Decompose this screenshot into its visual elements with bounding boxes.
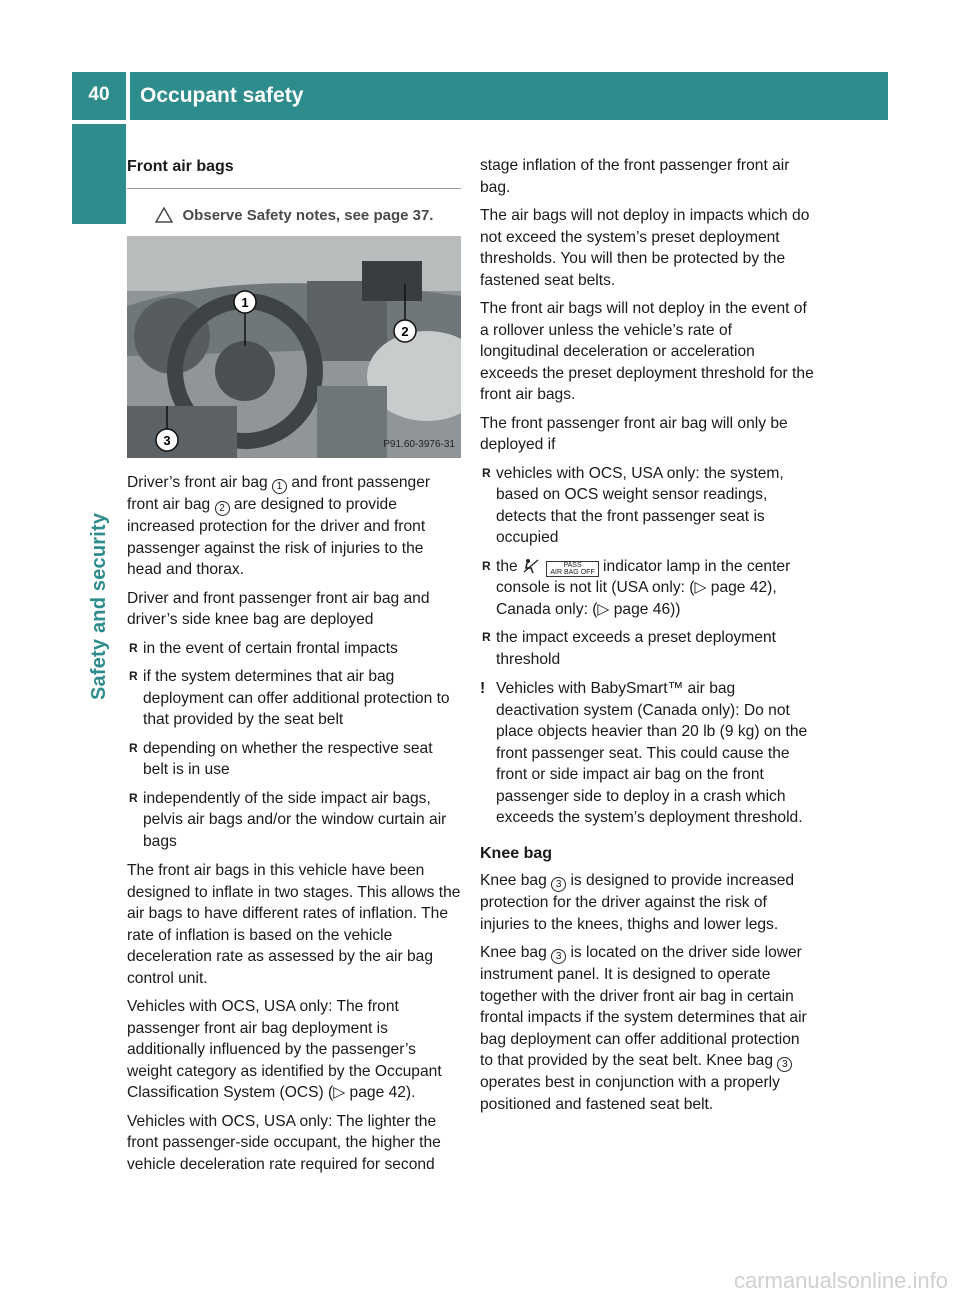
page-number: 40	[88, 84, 110, 105]
figure-code: P91.60-3976-31	[383, 438, 455, 450]
list-item: R independently of the side impact air bags, pelvis air bags and/or the window curtain air bags	[127, 788, 461, 853]
dashboard-figure	[127, 236, 461, 458]
list-item: R the PASS AIR BAG OFF indicator lamp in the center console is not lit (USA only: (▷ page 42), Canada only: (▷ page 46))	[480, 556, 814, 621]
callout-3-label: 3	[163, 433, 171, 448]
list-item: R vehicles with OCS, USA only: the system, based on OCS weight sensor readings, detects that the front passenger seat is occupied	[480, 463, 814, 549]
callout-ref-1: 1	[272, 479, 287, 494]
paragraph-ocs-lighter: Vehicles with OCS, USA only: The lighter the front passenger-side occupant, the higher the vehicle deceleration rate required for second	[127, 1112, 441, 1173]
callout-1-label: 1	[241, 295, 249, 310]
left-column	[127, 150, 461, 1182]
paragraph-knee-bag-2: Knee bag 3 is located on the driver side lower instrument panel. It is designed to operate together with the driver front air bag in certain frontal impacts if the system determines that air bag deployment can offer additional protection to that provided by the seat belt. Knee bag 3 operates best in conjunction with a properly positioned and fastened seat belt.	[480, 944, 807, 1113]
deployment-conditions-list	[127, 638, 461, 853]
pass-airbag-off-lamp: PASS AIR BAG OFF	[546, 561, 598, 577]
caution-mark-icon: !	[480, 680, 486, 697]
callout-ref-3: 3	[551, 877, 566, 892]
paragraph-second-stage: stage inflation of the front passenger front air bag.	[480, 157, 790, 196]
paragraph-thresholds: The air bags will not deploy in impacts which do not exceed the system’s preset deployment thresholds. You will then be protected by the fastened seat belts.	[480, 207, 810, 289]
caution-text: Vehicles with BabySmart™ air bag deactivation system (Canada only): Do not place objects heavier than 20 lb (9 kg) on the front passenger seat. This could cause the front or side impact air bag on the front passenger side to deploy in a crash which exceeds the system’s deployment threshold.	[496, 680, 808, 826]
section-label	[84, 470, 114, 770]
paragraph-ocs: Vehicles with OCS, USA only: The front passenger front air bag deployment is additionally influenced by the passenger’s weight category as identified by the Occupant Classification System (OCS) (▷ page 42).	[127, 998, 442, 1101]
callout-2-label: 2	[401, 324, 409, 339]
dashboard-illustration	[127, 236, 461, 458]
heading-rule	[127, 188, 461, 189]
warning-triangle-icon	[155, 207, 173, 223]
paragraph-passenger-deployed-if: The front passenger front air bag will only be deployed if	[480, 414, 788, 453]
callout-ref-2: 2	[215, 501, 230, 516]
callout-ref-3: 3	[551, 949, 566, 964]
section-tab-block	[72, 124, 126, 224]
caution-note	[480, 678, 814, 829]
paragraph-knee-bag-1: Knee bag 3 is designed to provide increased protection for the driver against the risk of injuries to the knees, thighs and lower legs.	[480, 872, 795, 933]
section-label-text: Safety and security	[88, 512, 110, 700]
page-title: Occupant safety	[140, 84, 304, 107]
paragraph-driver-front-air-bag: Driver’s front air bag 1 and front passenger front air bag 2 are designed to provide increased protection for the driver and front passenger against the risk of injuries to the head and thorax.	[127, 474, 431, 578]
right-column	[480, 155, 814, 1122]
list-item: R depending on whether the respective seat belt is in use	[127, 738, 461, 781]
warning-text: Observe Safety notes, see page 37.	[182, 206, 434, 224]
paragraph-two-stages: The front air bags in this vehicle have been designed to inflate in two stages. This allows the air bags to have different rates of inflation. The rate of inflation is based on the vehicle deceleration rate as assessed by the air bag control unit.	[127, 862, 461, 987]
passenger-conditions-list	[480, 463, 814, 671]
callout-ref-3: 3	[777, 1057, 792, 1072]
list-item: R in the event of certain frontal impacts	[127, 638, 461, 660]
watermark: carmanualsonline.info	[733, 1268, 948, 1293]
list-item: R the impact exceeds a preset deployment threshold	[480, 627, 814, 670]
section-heading-front-air-bags: Front air bags	[127, 158, 234, 175]
paragraph-deployed: Driver and front passenger front air bag and driver’s side knee bag are deployed	[127, 589, 430, 628]
passenger-airbag-icon	[522, 558, 542, 574]
section-heading-knee-bag: Knee bag	[480, 844, 553, 862]
list-item: R if the system determines that air bag deployment can offer additional protection to that provided by the seat belt	[127, 666, 461, 731]
paragraph-rollover: The front air bags will not deploy in the event of a rollover unless the vehicle’s rate of longitudinal deceleration or acceleration exceeds the preset deployment threshold for the front air bags.	[480, 300, 814, 403]
safety-warning	[127, 203, 461, 237]
